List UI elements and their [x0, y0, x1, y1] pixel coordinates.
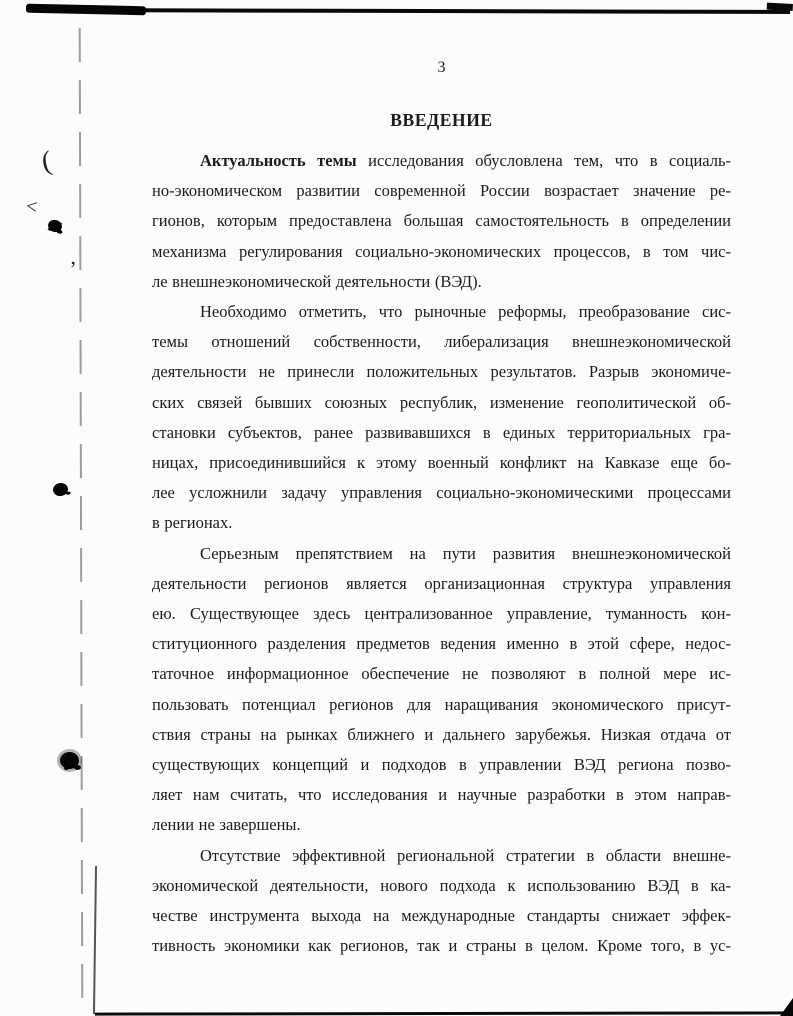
text-line: ею. Существующее здесь централизованное управление, туманность кон- [152, 604, 731, 624]
pencil-mark: < [24, 195, 39, 219]
page-number: 3 [437, 59, 446, 76]
ink-blot [60, 752, 79, 769]
binding-line [79, 28, 84, 1006]
paragraph-1 [152, 146, 731, 297]
text-line: тивность экономики как регионов, так и страны в целом. Кроме того, в ус- [152, 936, 731, 956]
text-line: экономической деятельности, нового подхода к использованию ВЭД в ка- [152, 875, 731, 895]
pencil-mark: ( [39, 145, 54, 178]
text-line: таточное информационное обеспечение не позволяют в полной мере ис- [152, 664, 731, 684]
text-line: гионов, которым предоставлена большая самостоятельность в определении [152, 211, 731, 231]
text-line: темы отношений собственности, либерализация внешнеэкономической [152, 332, 731, 352]
text-line: существующих концепций и подходов в управлении ВЭД региона позво- [152, 755, 731, 775]
scan-edge-top-right [767, 3, 793, 11]
scan-edge-bottom-left-line [93, 866, 97, 1014]
text-line: становки субъектов, ранее развивавшихся в единых территориальных гра- [152, 422, 731, 442]
ink-blot [46, 218, 63, 234]
ink-blot [52, 482, 69, 497]
text-line: ституционного разделения предметов ведения именно в этой сфере, недос- [152, 634, 731, 654]
text-line: Серьезным препятствием на пути развития внешнеэкономической [200, 543, 731, 563]
bold-lead: Актуальность темы [200, 151, 357, 170]
paragraph-4 [152, 841, 731, 962]
text-line: ляет нам считать, что исследования и научные разработки в этом направ- [152, 785, 731, 805]
scan-edge-bottom-line [95, 1011, 793, 1015]
scan-edge-bottom-right-wedge [780, 998, 793, 1016]
text-line: Отсутствие эффективной региональной стратегии в области внешне- [200, 845, 731, 865]
text-line: ницах, присоединившийся к этому военный конфликт на Кавказе еще бо- [152, 453, 731, 473]
page-body [152, 58, 731, 961]
text-line: Необходимо отметить, что рыночные реформы, преобразование сис- [200, 302, 731, 322]
text-line: но-экономическом развитии современной России возрастает значение ре- [152, 181, 731, 201]
text-line: Актуальность темы исследования обусловлена тем, что в социаль- [200, 151, 732, 170]
text-line: деятельности регионов является организационная структура управления [152, 573, 731, 593]
text-line: честве инструмента выхода на международные стандарты снижает эффек- [152, 906, 731, 926]
text-line: ле внешнеэкономической деятельности (ВЭД). [152, 271, 482, 291]
text-line: в регионах. [152, 513, 233, 533]
text-line: лении не завершены. [152, 815, 301, 835]
text-line: ских связей бывших союзных республик, изменение геополитической об- [152, 392, 731, 412]
paragraph-3 [152, 539, 731, 841]
text-line: деятельности не принесли положительных результатов. Разрыв экономиче- [152, 362, 731, 382]
document-title: ВВЕДЕНИЕ [390, 110, 493, 130]
text-line: ствия страны на рынках ближнего и дальнего зарубежья. Низкая отдача от [152, 724, 731, 744]
scan-edge-top-left-wedge [26, 4, 146, 16]
pencil-mark: , [69, 243, 77, 270]
text-line: пользовать потенциал регионов для наращивания экономического присут- [152, 694, 731, 714]
paragraph-2 [152, 297, 731, 539]
text-line: лее усложнили задачу управления социально-экономическими процессами [152, 483, 731, 503]
text-line: механизма регулирования социально-экономических процессов, в том чис- [152, 241, 731, 261]
